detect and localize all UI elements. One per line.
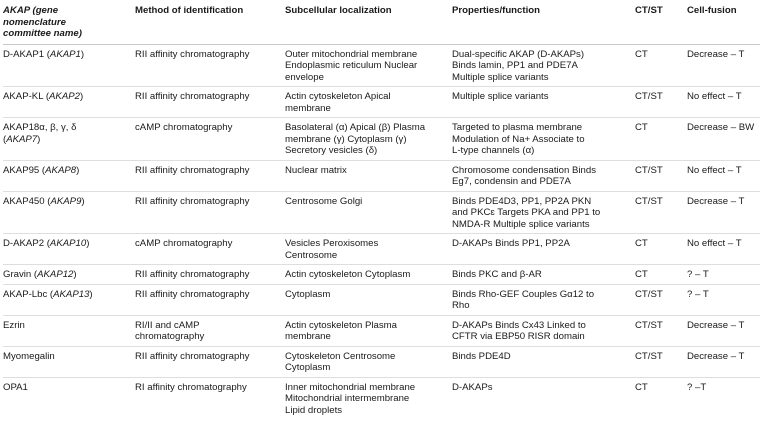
properties-line: Modulation of Na+ Associate to bbox=[452, 133, 585, 145]
method-cell bbox=[135, 44, 285, 87]
column-header-akap-line-3: committee name) bbox=[3, 28, 82, 39]
column-header-localization: Subcellular localization bbox=[285, 5, 392, 16]
localization-cell bbox=[285, 346, 452, 377]
gene-close-paren: ) bbox=[81, 195, 85, 207]
method-line: RII affinity chromatography bbox=[135, 48, 250, 60]
localization-cell bbox=[285, 284, 452, 315]
properties-line: Binds PDE4D3, PP1, PP2A PKN bbox=[452, 195, 592, 207]
localization-line: Actin cytoskeleton Apical bbox=[285, 91, 391, 102]
column-header-akap-line-2: nomenclature bbox=[3, 16, 66, 28]
localization-line: Cytoplasm bbox=[285, 362, 331, 373]
localization-cell bbox=[285, 234, 452, 265]
akap-name-cell bbox=[3, 118, 135, 161]
method-line: RII affinity chromatography bbox=[135, 350, 250, 362]
gene-name: AKAP13 bbox=[53, 288, 90, 300]
ctst-cell: CT bbox=[635, 381, 648, 393]
gene-name: AKAP10 bbox=[49, 238, 87, 249]
properties-cell bbox=[452, 87, 635, 118]
akap-name-cell bbox=[3, 234, 135, 265]
ctst-cell: CT/ST bbox=[635, 91, 663, 102]
gene-name: AKAP8 bbox=[45, 164, 77, 176]
ctst-cell: CT/ST bbox=[635, 350, 663, 362]
table-row bbox=[3, 284, 760, 315]
localization-line: Outer mitochondrial membrane bbox=[285, 48, 418, 60]
table-row bbox=[3, 234, 760, 265]
akap-name: AKAP450 ( bbox=[3, 195, 51, 207]
gene-close-paren: ) bbox=[80, 48, 85, 60]
properties-cell bbox=[452, 284, 635, 315]
localization-line: Lipid droplets bbox=[285, 404, 343, 416]
gene-name: AKAP12 bbox=[37, 269, 74, 280]
localization-line: Cytoplasm bbox=[285, 288, 331, 300]
gene-close-paren: ) bbox=[73, 269, 77, 280]
ctst-cell: CT bbox=[635, 48, 648, 60]
method-line: cAMP chromatography bbox=[135, 122, 233, 133]
table-row bbox=[3, 265, 760, 285]
gene-name: AKAP1 bbox=[49, 48, 81, 60]
properties-line: Binds PDE4D bbox=[452, 350, 511, 362]
cell-fusion-cell: Decrease – T bbox=[687, 48, 745, 60]
gene-name: AKAP2 bbox=[49, 91, 80, 102]
localization-line: Centrosome Golgi bbox=[285, 195, 363, 207]
properties-cell bbox=[452, 265, 635, 285]
properties-line: Eg7, condensin and PDE7A bbox=[452, 176, 571, 187]
method-line: RII affinity chromatography bbox=[135, 269, 250, 280]
ctst-cell: CT/ST bbox=[635, 195, 663, 207]
localization-cell bbox=[285, 191, 452, 234]
localization-line: Endoplasmic reticulum Nuclear bbox=[285, 60, 418, 71]
method-cell bbox=[135, 234, 285, 265]
column-header-cell-fusion: Cell-fusion bbox=[687, 5, 737, 16]
ctst-cell: CT/ST bbox=[635, 288, 663, 300]
properties-cell bbox=[452, 44, 635, 87]
properties-line: Multiple splice variants bbox=[452, 91, 549, 102]
table-row bbox=[3, 191, 760, 234]
method-line: chromatography bbox=[135, 331, 205, 342]
cell-fusion-cell: Decrease – T bbox=[687, 195, 745, 207]
akap-name: Gravin ( bbox=[3, 269, 38, 280]
column-header-method: Method of identification bbox=[135, 5, 244, 16]
properties-line: Targeted to plasma membrane bbox=[452, 122, 583, 133]
table-header-row bbox=[3, 2, 760, 44]
properties-line: Binds lamin, PP1 and PDE7A bbox=[452, 60, 578, 71]
localization-line: Inner mitochondrial membrane bbox=[285, 381, 416, 393]
cell-fusion-cell: No effect – T bbox=[687, 164, 742, 176]
method-cell bbox=[135, 191, 285, 234]
ctst-cell: CT bbox=[635, 122, 648, 133]
properties-line: Rho bbox=[452, 300, 470, 311]
table-row bbox=[3, 118, 760, 161]
cell-fusion-cell: Decrease – BW bbox=[687, 122, 755, 133]
method-cell bbox=[135, 377, 285, 419]
localization-cell bbox=[285, 160, 452, 191]
method-line: RII affinity chromatography bbox=[135, 288, 250, 300]
method-line: cAMP chromatography bbox=[135, 238, 233, 249]
localization-line: Cytoskeleton Centrosome bbox=[285, 350, 396, 362]
ctst-cell: CT bbox=[635, 238, 648, 249]
properties-line: Binds Rho-GEF Couples Gα12 to bbox=[452, 288, 595, 300]
method-cell bbox=[135, 87, 285, 118]
method-line: RII affinity chromatography bbox=[135, 195, 250, 207]
localization-line: Nuclear matrix bbox=[285, 164, 347, 176]
akap-name: Ezrin bbox=[3, 319, 25, 331]
column-header-akap-line-1: AKAP (gene bbox=[3, 5, 59, 16]
table-row bbox=[3, 160, 760, 191]
gene-close-paren: ) bbox=[89, 288, 93, 300]
localization-line: Actin cytoskeleton Plasma bbox=[285, 319, 397, 331]
method-cell bbox=[135, 315, 285, 346]
localization-cell bbox=[285, 377, 452, 419]
akap-name-cell bbox=[3, 191, 135, 234]
akap-name-cell bbox=[3, 87, 135, 118]
akap-name-cell bbox=[3, 377, 135, 419]
akap-name: D-AKAP2 ( bbox=[3, 238, 50, 249]
akap-name: AKAP95 ( bbox=[3, 164, 46, 176]
akap-name-cell bbox=[3, 315, 135, 346]
localization-line: envelope bbox=[285, 71, 324, 83]
localization-line: membrane bbox=[285, 102, 331, 114]
method-line: RII affinity chromatography bbox=[135, 164, 250, 176]
column-header-properties: Properties/function bbox=[452, 5, 540, 16]
method-cell bbox=[135, 346, 285, 377]
table-row bbox=[3, 346, 760, 377]
akap-name: AKAP-Lbc ( bbox=[3, 288, 54, 300]
properties-cell bbox=[452, 160, 635, 191]
cell-fusion-cell: ? – T bbox=[687, 269, 709, 280]
gene-close-paren: ) bbox=[86, 238, 90, 249]
akap-name-cell bbox=[3, 44, 135, 87]
akap-name: AKAP18α, β, γ, δ bbox=[3, 122, 77, 133]
method-line: RI affinity chromatography bbox=[135, 381, 247, 393]
akap-table bbox=[3, 2, 760, 419]
cell-fusion-cell: Decrease – T bbox=[687, 319, 745, 331]
gene-open-paren: ( bbox=[3, 133, 7, 145]
properties-cell bbox=[452, 118, 635, 161]
method-cell bbox=[135, 265, 285, 285]
properties-cell bbox=[452, 315, 635, 346]
localization-line: Secretory vesicles (δ) bbox=[285, 145, 378, 156]
gene-name: AKAP9 bbox=[50, 195, 82, 207]
column-header-akap bbox=[3, 2, 135, 44]
localization-cell bbox=[285, 265, 452, 285]
localization-cell bbox=[285, 44, 452, 87]
localization-line: Vesicles Peroxisomes bbox=[285, 238, 379, 249]
properties-line: Chromosome condensation Binds bbox=[452, 164, 596, 176]
akap-name: Myomegalin bbox=[3, 350, 55, 362]
properties-line: NMDA-R Multiple splice variants bbox=[452, 218, 590, 230]
cell-fusion-cell: No effect – T bbox=[687, 91, 742, 102]
localization-line: Actin cytoskeleton Cytoplasm bbox=[285, 269, 411, 280]
method-cell bbox=[135, 160, 285, 191]
properties-line: D-AKAPs bbox=[452, 381, 493, 393]
cell-fusion-cell: Decrease – T bbox=[687, 350, 745, 362]
table-row bbox=[3, 377, 760, 419]
localization-line: Mitochondrial intermembrane bbox=[285, 393, 410, 404]
ctst-cell: CT/ST bbox=[635, 319, 663, 331]
method-cell bbox=[135, 118, 285, 161]
gene-name: AKAP7 bbox=[6, 133, 38, 145]
properties-cell bbox=[452, 377, 635, 419]
method-line: RI/II and cAMP bbox=[135, 319, 200, 331]
ctst-cell: CT bbox=[635, 269, 648, 280]
properties-cell bbox=[452, 346, 635, 377]
column-header-ctst: CT/ST bbox=[635, 5, 663, 16]
properties-line: D-AKAPs Binds Cx43 Linked to bbox=[452, 319, 586, 331]
gene-close-paren: ) bbox=[79, 91, 84, 102]
properties-line: L-type channels (α) bbox=[452, 145, 535, 156]
properties-line: CFTR via EBP50 RISR domain bbox=[452, 331, 585, 342]
properties-line: and PKCɛ Targets PKA and PP1 to bbox=[452, 207, 601, 218]
table-row bbox=[3, 315, 760, 346]
properties-line: Multiple splice variants bbox=[452, 71, 549, 83]
localization-line: membrane bbox=[285, 331, 331, 342]
akap-name: AKAP-KL ( bbox=[3, 91, 50, 102]
gene-close-paren: ) bbox=[76, 164, 80, 176]
method-line: RII affinity chromatography bbox=[135, 91, 250, 102]
akap-name-cell bbox=[3, 160, 135, 191]
localization-cell bbox=[285, 315, 452, 346]
cell-fusion-cell: ? – T bbox=[687, 288, 709, 300]
gene-close-paren: ) bbox=[37, 133, 41, 145]
properties-cell bbox=[452, 191, 635, 234]
akap-name-cell bbox=[3, 284, 135, 315]
localization-line: membrane (γ) Cytoplasm (γ) bbox=[285, 133, 407, 145]
table-body bbox=[3, 44, 760, 419]
akap-name: OPA1 bbox=[3, 381, 28, 393]
properties-line: Dual-specific AKAP (D-AKAPs) bbox=[452, 48, 585, 60]
ctst-cell: CT/ST bbox=[635, 164, 663, 176]
properties-cell bbox=[452, 234, 635, 265]
cell-fusion-cell: No effect – T bbox=[687, 238, 742, 249]
localization-cell bbox=[285, 87, 452, 118]
localization-line: Basolateral (α) Apical (β) Plasma bbox=[285, 122, 426, 133]
properties-line: D-AKAPs Binds PP1, PP2A bbox=[452, 238, 570, 249]
localization-line: Centrosome bbox=[285, 249, 338, 261]
localization-cell bbox=[285, 118, 452, 161]
akap-name-cell bbox=[3, 346, 135, 377]
akap-name: D-AKAP1 ( bbox=[3, 48, 50, 60]
table-row bbox=[3, 44, 760, 87]
akap-name-cell bbox=[3, 265, 135, 285]
cell-fusion-cell: ? –T bbox=[687, 381, 707, 393]
method-cell bbox=[135, 284, 285, 315]
table-row bbox=[3, 87, 760, 118]
properties-line: Binds PKC and β-AR bbox=[452, 269, 542, 280]
